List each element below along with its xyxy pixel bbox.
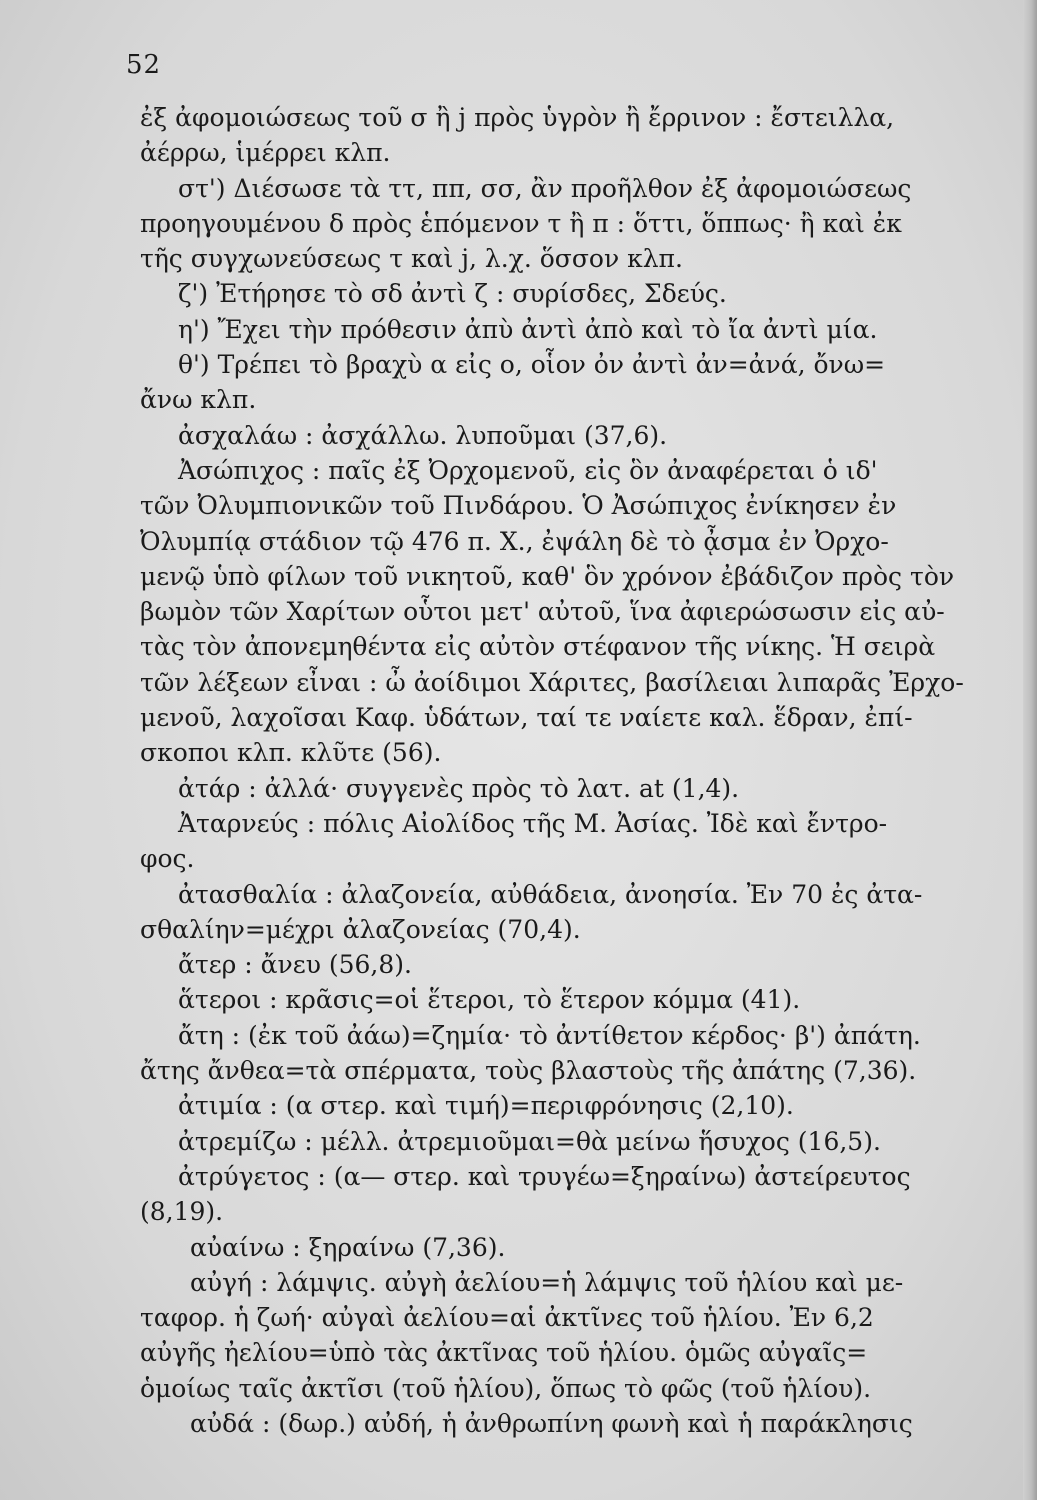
entry-line: ἄτερ : ἄνευ (56,8). [178,950,412,980]
text-line: θ') Τρέπει τὸ βραχὺ α εἰς ο, οἷον ὀν ἀντὶ ἀν=ἀνά, ὄνω= [178,350,886,380]
entry-line: ἀτρύγετος : (α— στερ. καὶ τρυγέω=ξηραίνω) ἀστείρευτος [178,1161,911,1191]
text-line: τῆς συγχωνεύσεως τ καὶ j, λ.χ. ὅσσον κλπ. [140,244,683,274]
text-line: Ὀλυμπίᾳ στάδιον τῷ 476 π. Χ., ἐψάλη δὲ τὸ ᾆσμα ἐν Ὀρχο- [140,526,889,556]
entry-line: αὐγή : λάμψις. αὐγὴ ἀελίου=ἡ λάμψις τοῦ ἡλίου καὶ με- [190,1267,904,1297]
entry-line: ἅτεροι : κρᾶσις=οἱ ἕτεροι, τὸ ἕτερον κόμμα (41). [178,985,801,1015]
entry-line: ἄτη : (ἐκ τοῦ ἀάω)=ζημία· τὸ ἀντίθετον κέρδος· β') ἀπάτη. [178,1020,921,1050]
text-line: ἐξ ἀφομοιώσεως τοῦ σ ἢ j πρὸς ὑγρὸν ἢ ἔρρινον : ἔστειλλα, [140,103,895,132]
entry-line: αὐαίνω : ξηραίνω (7,36). [190,1232,506,1262]
text-line: σθαλίην=μέχρι ἀλαζονείας (70,4). [140,914,581,944]
entry-line: ἀτιμία : (α στερ. καὶ τιμή)=περιφρόνησις (2,10). [178,1091,794,1121]
text-line: μενῷ ὑπὸ φίλων τοῦ νικητοῦ, καθ' ὃν χρόνον ἐβάδιζον πρὸς τὸν [140,561,955,591]
text-line: ὁμοίως ταῖς ἀκτῖσι (τοῦ ἡλίου), ὅπως τὸ φῶς (τοῦ ἡλίου). [140,1373,872,1403]
text-line: τῶν λέξεων εἶναι : ὦ ἀοίδιμοι Χάριτες, βασίλειαι λιπαρᾶς Ἐρχο- [140,667,964,697]
text-line: ἀέρρω, ἱμέρρει κλπ. [140,138,391,168]
text-line: μενοῦ, λαχοῖσαι Καφ. ὑδάτων, ταί τε ναίετε καλ. ἕδραν, ἐπί- [140,703,913,733]
text-line: προηγουμένου δ πρὸς ἑπόμενον τ ἢ π : ὅττι, ὅππως· ἢ καὶ ἐκ [140,208,902,238]
text-line: φος. [140,844,195,874]
text-line: ἄνω κλπ. [140,385,257,415]
entry-line: ἀτάρ : ἀλλά· συγγενὲς πρὸς τὸ λατ. at (1,4). [178,773,740,803]
text-line: (8,19). [140,1197,224,1227]
text-line: ἄτης ἄνθεα=τὰ σπέρματα, τοὺς βλαστοὺς τῆς ἀπάτης (7,36). [140,1056,917,1086]
text-line: στ') Διέσωσε τὰ ττ, ππ, σσ, ἂν προῆλθον ἐξ ἀφομοιώσεως [178,173,912,203]
text-line: ταφορ. ἡ ζωή· αὐγαὶ ἀελίου=αἱ ἀκτῖνες τοῦ ἡλίου. Ἐν 6,2 [140,1303,874,1333]
entry-line: Ἀταρνεύς : πόλις Αἰολίδος τῆς Μ. Ἀσίας. Ἰδὲ καὶ ἔντρο- [178,808,888,838]
text-line: ζ') Ἐτήρησε τὸ σδ ἀντὶ ζ : συρίσδες, Σδεύς. [178,279,727,309]
page-number: 52 [126,50,162,80]
page-text [140,100,1020,1441]
text-line: τῶν Ὀλυμπιονικῶν τοῦ Πινδάρου. Ὁ Ἀσώπιχος ἐνίκησεν ἐν [140,491,897,521]
entry-line: αὐδά : (δωρ.) αὐδή, ἡ ἀνθρωπίνη φωνὴ καὶ ἡ παράκλησις [190,1408,913,1438]
entry-line: ἀτασθαλία : ἀλαζονεία, αὐθάδεια, ἀνοησία. Ἐν 70 ἐς ἀτα- [178,879,923,909]
text-line: η') Ἔχει τὴν πρόθεσιν ἀπὺ ἀντὶ ἀπὸ καὶ τὸ ἴα ἀντὶ μία. [178,314,878,344]
page-edge-shadow [1023,0,1037,1500]
entry-line: ἀτρεμίζω : μέλλ. ἀτρεμιοῦμαι=θὰ μείνω ἥσυχος (16,5). [178,1126,881,1156]
text-line: αὐγῆς ἠελίου=ὑπὸ τὰς ἀκτῖνας τοῦ ἡλίου. ὁμῶς αὐγαῖς= [140,1338,868,1368]
text-line: τὰς τὸν ἀπονεμηθέντα εἰς αὐτὸν στέφανον τῆς νίκης. Ἡ σειρὰ [140,632,936,662]
entry-line: ἀσχαλάω : ἀσχάλλω. λυποῦμαι (37,6). [178,420,668,450]
entry-line: Ἀσώπιχος : παῖς ἐξ Ὀρχομενοῦ, εἰς ὃν ἀναφέρεται ὁ ιδ' [178,455,878,485]
text-line: σκοποι κλπ. κλῦτε (56). [140,738,442,768]
text-line: βωμὸν τῶν Χαρίτων οὗτοι μετ' αὐτοῦ, ἵνα ἀφιερώσωσιν εἰς αὐ- [140,597,945,627]
